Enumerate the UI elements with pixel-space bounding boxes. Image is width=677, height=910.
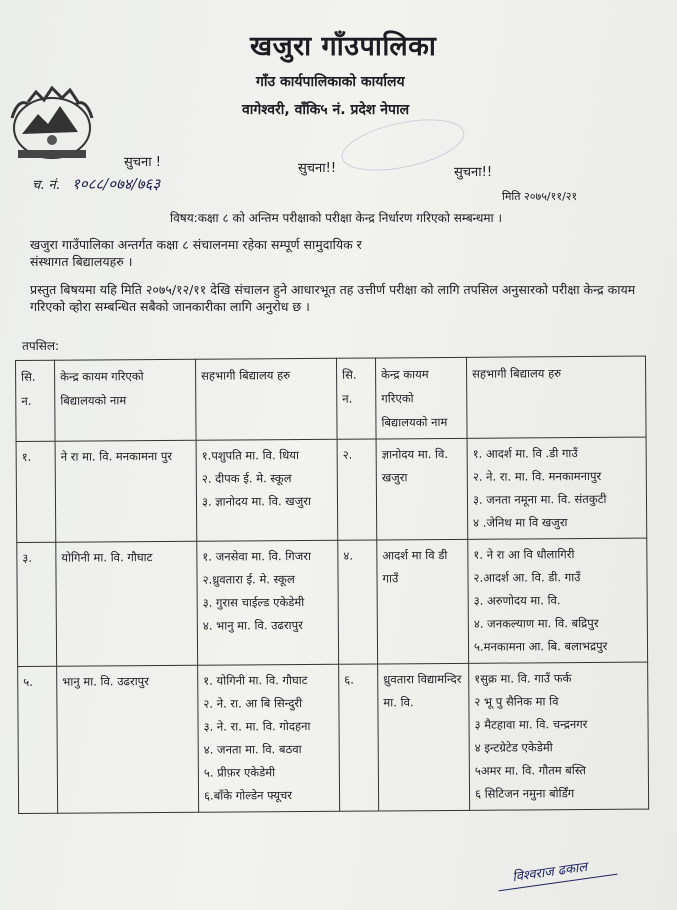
cell-center: योगिनी मा. वि. गौघाट [56, 541, 198, 666]
school-list-item: १सुक्र मा. वि. गाउँ फर्क [474, 671, 572, 686]
header-schools: सहभागी बिद्यालय हरु [195, 358, 337, 440]
cell-sn-2: २. [337, 439, 377, 540]
school-list-item: ३. गुरास चाईल्ड एकेडेमी [202, 594, 305, 610]
header-center-2: केन्द्र कायम गरिएको बिद्यालयको नाम [375, 357, 467, 439]
body-paragraph: प्रस्तुत बिषयमा यहि मिति २०७५/१२/११ देखि संचालन हुने आधारभूत तह उत्तीर्ण परीक्षा को लागि तपसिल अनुसारको परीक्षा केन्द्र कायम गरिएको व्होरा सम्बन्धित सबैको जानकारीका लागि अनुरोध छ । [30, 282, 636, 314]
letter-subject: विषय:कक्षा ८ को अन्तिम परीक्षाको परीक्षा केन्द्र निर्धारण गरिएको सम्बन्धमा । [170, 211, 503, 225]
cell-sn: ३. [17, 542, 57, 666]
reference-value: १०८८/०७४/७६३ [72, 175, 161, 193]
government-emblem-icon [8, 78, 96, 168]
school-list-item: १. जनसेवा मा. वि. गिजरा [202, 548, 311, 564]
school-list-item: ५.मनकामना आ. बि. बलाभद्रपुर [473, 638, 608, 654]
school-list-item: ३. जनता नमूना मा. वि. संतकुटी [472, 491, 607, 507]
school-list-item: १. योगिनी मा. वि. गौघाट [203, 672, 308, 688]
school-list-item: ३. ने. रा. मा. वि. गोदहना [203, 718, 311, 734]
school-list-item: २. ने. रा. मा. वि. मनकामनापुर [472, 468, 602, 484]
cell-sn: १. [16, 441, 56, 542]
table-row [18, 662, 649, 813]
school-list-item: ४. जनता मा. वि. बठवा [203, 742, 302, 757]
header-sn-2: सि. न. [336, 358, 376, 439]
school-list-item: ५. प्रीफ़र एकेडेमी [203, 765, 276, 780]
school-list-item: ६.बाँके गोल्डेन फ्यूचर [203, 788, 293, 803]
school-list-item: २. ने. रा. आ बि सिन्दुरी [203, 696, 303, 711]
cell-schools [198, 664, 340, 812]
cell-sn: ५. [18, 666, 58, 813]
cell-schools-2 [469, 662, 649, 810]
cell-schools-2 [468, 538, 648, 663]
header-sn: सि. न. [16, 360, 56, 441]
cell-center-2: ज्ञानोदय मा. वि. खजुरा [376, 438, 468, 540]
notice-label-2: सुचना!! [298, 161, 337, 176]
school-list-item: २.ध्रुवतारा ई. मे. स्कूल [202, 572, 295, 587]
school-list-item: १. आदर्श मा. वि .डी गाउँ [472, 446, 578, 461]
school-list-item: ४. भानु मा. वि. उढरापुर [202, 617, 303, 633]
office-address: वागेश्वरी, वाँकि५ नं. प्रदेश नेपाल [242, 102, 410, 118]
header-schools-2: सहभागी बिद्यालय हरु [466, 356, 646, 438]
office-name: गाँउ कार्यपालिकाको कार्यालय [256, 74, 405, 90]
tapasil-label: तपसिल: [22, 339, 60, 353]
cell-center: भानु मा. वि. उढरापुर [57, 665, 199, 813]
school-list-item: २. दीपक ई. मे. स्कूल [201, 471, 292, 486]
reference-label: च. नं. [32, 178, 60, 193]
cell-center: ने रा मा. वि. मनकामना पुर [55, 440, 197, 542]
recipients-paragraph: खजुरा गाउँपालिका अन्तर्गत कक्षा ८ संचालनमा रहेका सम्पूर्ण सामुदायिक र संस्थागत बिद्यालयहरु । [30, 237, 362, 269]
notice-label-3: सुचना!! [454, 165, 493, 180]
header-center: केन्द्र कायम गरिएको बिद्यालयको नाम [55, 359, 197, 441]
school-list-item: १. ने रा आ वि धौलागिरी [473, 547, 575, 562]
cell-sn-2: ६. [339, 664, 379, 811]
school-list-item: ५अमर मा. वि. गौतम बस्ति [474, 763, 586, 778]
school-list-item: ४ इन्टग्रेटेड एकेडेमी [474, 740, 553, 755]
school-list-item: ६ सिटिजन नमुना बोर्डिंग [474, 786, 575, 801]
school-list-item: ३ मैटहावा मा. वि. चन्द्रनगर [474, 717, 588, 732]
municipality-title: खजुरा गाँउपालिका [250, 31, 437, 62]
table-row [17, 538, 648, 666]
notice-label-1: सुचना ! [124, 155, 161, 170]
letter-date: मिति २०७५/११/२१ [502, 190, 578, 203]
cell-sn-2: ४. [338, 540, 378, 664]
school-list-item: २ भू पु सैनिक मा वि [474, 694, 559, 709]
school-list-item: ४ .जेनिथ मा वि खजुरा [473, 515, 568, 530]
table-row [16, 437, 647, 542]
cell-schools [196, 439, 338, 541]
school-list-item: १.पशुपति मा. वि. धिया [201, 448, 299, 463]
cell-schools-2 [467, 437, 647, 539]
cell-center-2: आदर्श मा वि डी गाउँ [377, 539, 469, 664]
reference-number [32, 174, 160, 194]
signature: विश्वराज ढकाल [511, 859, 589, 886]
exam-center-table [15, 356, 649, 814]
table-header-row [16, 356, 647, 441]
school-list-item: २.आदर्श आ. वि. डी. गाउँ [473, 570, 581, 585]
cell-center-2: ध्रुवतारा विद्यामन्दिर मा. वि. [378, 663, 470, 811]
school-list-item: ४. जनकल्याण मा. वि. बद्रिपुर [473, 615, 599, 631]
school-list-item: ३. ज्ञानोदय मा. वि. खजुरा [201, 493, 311, 509]
cell-schools [197, 540, 339, 665]
school-list-item: ३. अरुणोदय मा. वि. [473, 593, 561, 608]
